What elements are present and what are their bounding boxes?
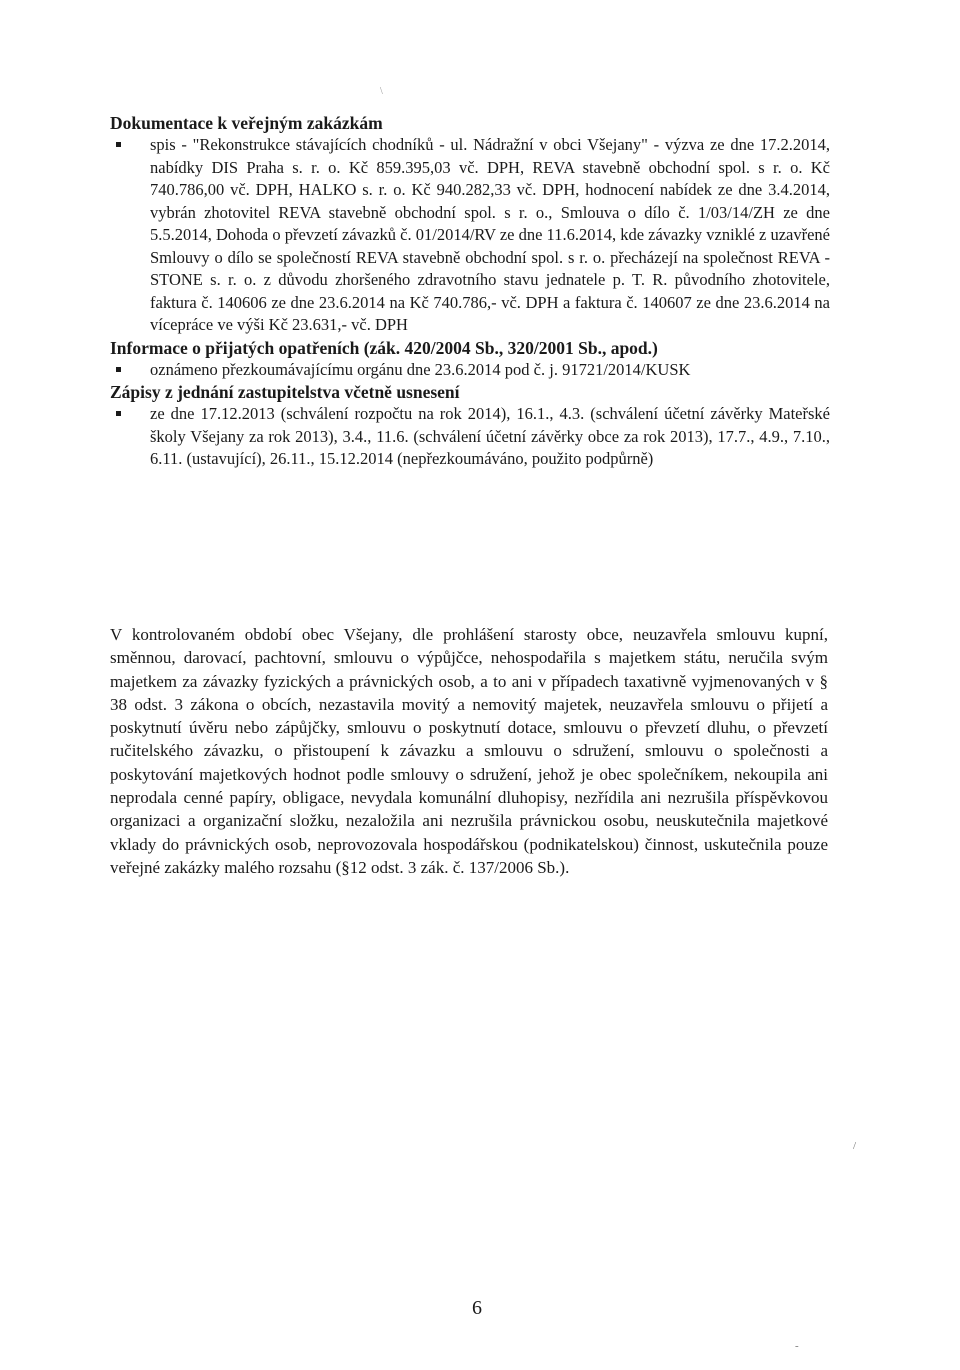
informace-list bbox=[110, 359, 830, 382]
list-item bbox=[110, 403, 830, 471]
dokumentace-list bbox=[110, 134, 830, 337]
dokumentace-heading: Dokumentace k veřejným zakázkám bbox=[110, 113, 383, 133]
zapisy-heading: Zápisy z jednání zastupitelstva včetně usnesení bbox=[110, 382, 460, 402]
list-item bbox=[110, 359, 830, 382]
bullet-icon bbox=[116, 142, 121, 147]
dokumentace-item-text: spis - "Rekonstrukce stávajících chodníků - ul. Nádražní v obci Všejany" - výzva ze dne 17.2.2014, nabídky DIS Praha s. r. o. Kč 859.395,03 vč. DPH, REVA stavebně obchodní spol. s r. o. Kč 740.786,00 vč. DPH, HALKO s. r. o. Kč 940.282,33 vč. DPH, hodnocení nabídek ze dne 3.4.2014, vybrán zhotovitel REVA stavebně obchodní spol. s r. o., Smlouva o dílo č. 1/03/14/ZH ze dne 5.5.2014, Dohoda o převzetí závazků č. 01/2014/RV ze dne 11.6.2014, kde závazky vzniklé z uzavřené Smlouvy o dílo se společností REVA stavebně obchodní spol. s r. o. přecházejí na společnost REVA - STONE s. r. o. z důvodu zhoršeného zdravotního stavu jednatele p. T. R. původního zhotovitele, faktura č. 140606 ze dne 23.6.2014 na Kč 740.786,- vč. DPH a faktura č. 140607 ze dne 23.6.2014 na vícepráce ve výši Kč 23.631,- vč. DPH bbox=[150, 135, 830, 334]
zapisy-item-text: ze dne 17.12.2013 (schválení rozpočtu na rok 2014), 16.1., 4.3. (schválení účetní závěrky Mateřské školy Všejany za rok 2013), 3.4., 11.6. (schválení účetní závěrky obce za rok 2013), 17.7., 4.9., 7.10., 6.11. (ustavující), 26.11., 15.12.2014 (nepřezkoumáváno, použito podpůrně) bbox=[150, 404, 830, 468]
informace-item-text: oznámeno přezkoumávajícímu orgánu dne 23.6.2014 pod č. j. 91721/2014/KUSK bbox=[150, 359, 691, 379]
body-paragraph: V kontrolovaném období obec Všejany, dle prohlášení starosty obce, neuzavřela smlouvu kupní, směnnou, darovací, pachtovní, smlouvu o výpůjčce, nehospodařila s majetkem státu, neručila svým majetkem za závazky fyzických a právnických osob, a to ani v případech taxativně vyjmenovaných v § 38 odst. 3 zákona o obcích, nezastavila movitý a nemovitý majetek, neuzavřela smlouvu o přijetí a poskytnutí úvěru nebo zápůjčky, smlouvu o poskytnutí dotace, smlouvu o převzetí dluhu, o převzetí ručitelského závazku, o přistoupení k závazku a smlouvu o sdružení, smlouvu o společnosti a poskytování majetkových hodnot podle smlouvy o sdružení, jehož je obec společníkem, nekoupila ani neprodala cenné papíry, obligace, nevydala komunální dluhopisy, nezřídila ani nezrušila příspěvkovou organizaci a organizační složku, nezaložila ani nezrušila právnickou osobu, neuskutečnila majetkové vklady do právnických osob, neprovozovala hospodářskou (podnikatelskou) činnost, uskutečnila pouze veřejné zakázky malého rozsahu (§12 odst. 3 zák. č. 137/2006 Sb.). bbox=[110, 625, 828, 877]
zapisy-list bbox=[110, 403, 830, 471]
stray-mark: - bbox=[795, 1340, 799, 1352]
bullet-icon bbox=[116, 411, 121, 416]
bullet-icon bbox=[116, 367, 121, 372]
stray-mark: / bbox=[853, 1140, 857, 1152]
informace-heading: Informace o přijatých opatřeních (zák. 420/2004 Sb., 320/2001 Sb., apod.) bbox=[110, 337, 658, 358]
page-number: 6 bbox=[472, 1297, 482, 1319]
stray-mark: \ bbox=[380, 86, 383, 97]
sections-block bbox=[110, 112, 830, 471]
list-item bbox=[110, 134, 830, 337]
